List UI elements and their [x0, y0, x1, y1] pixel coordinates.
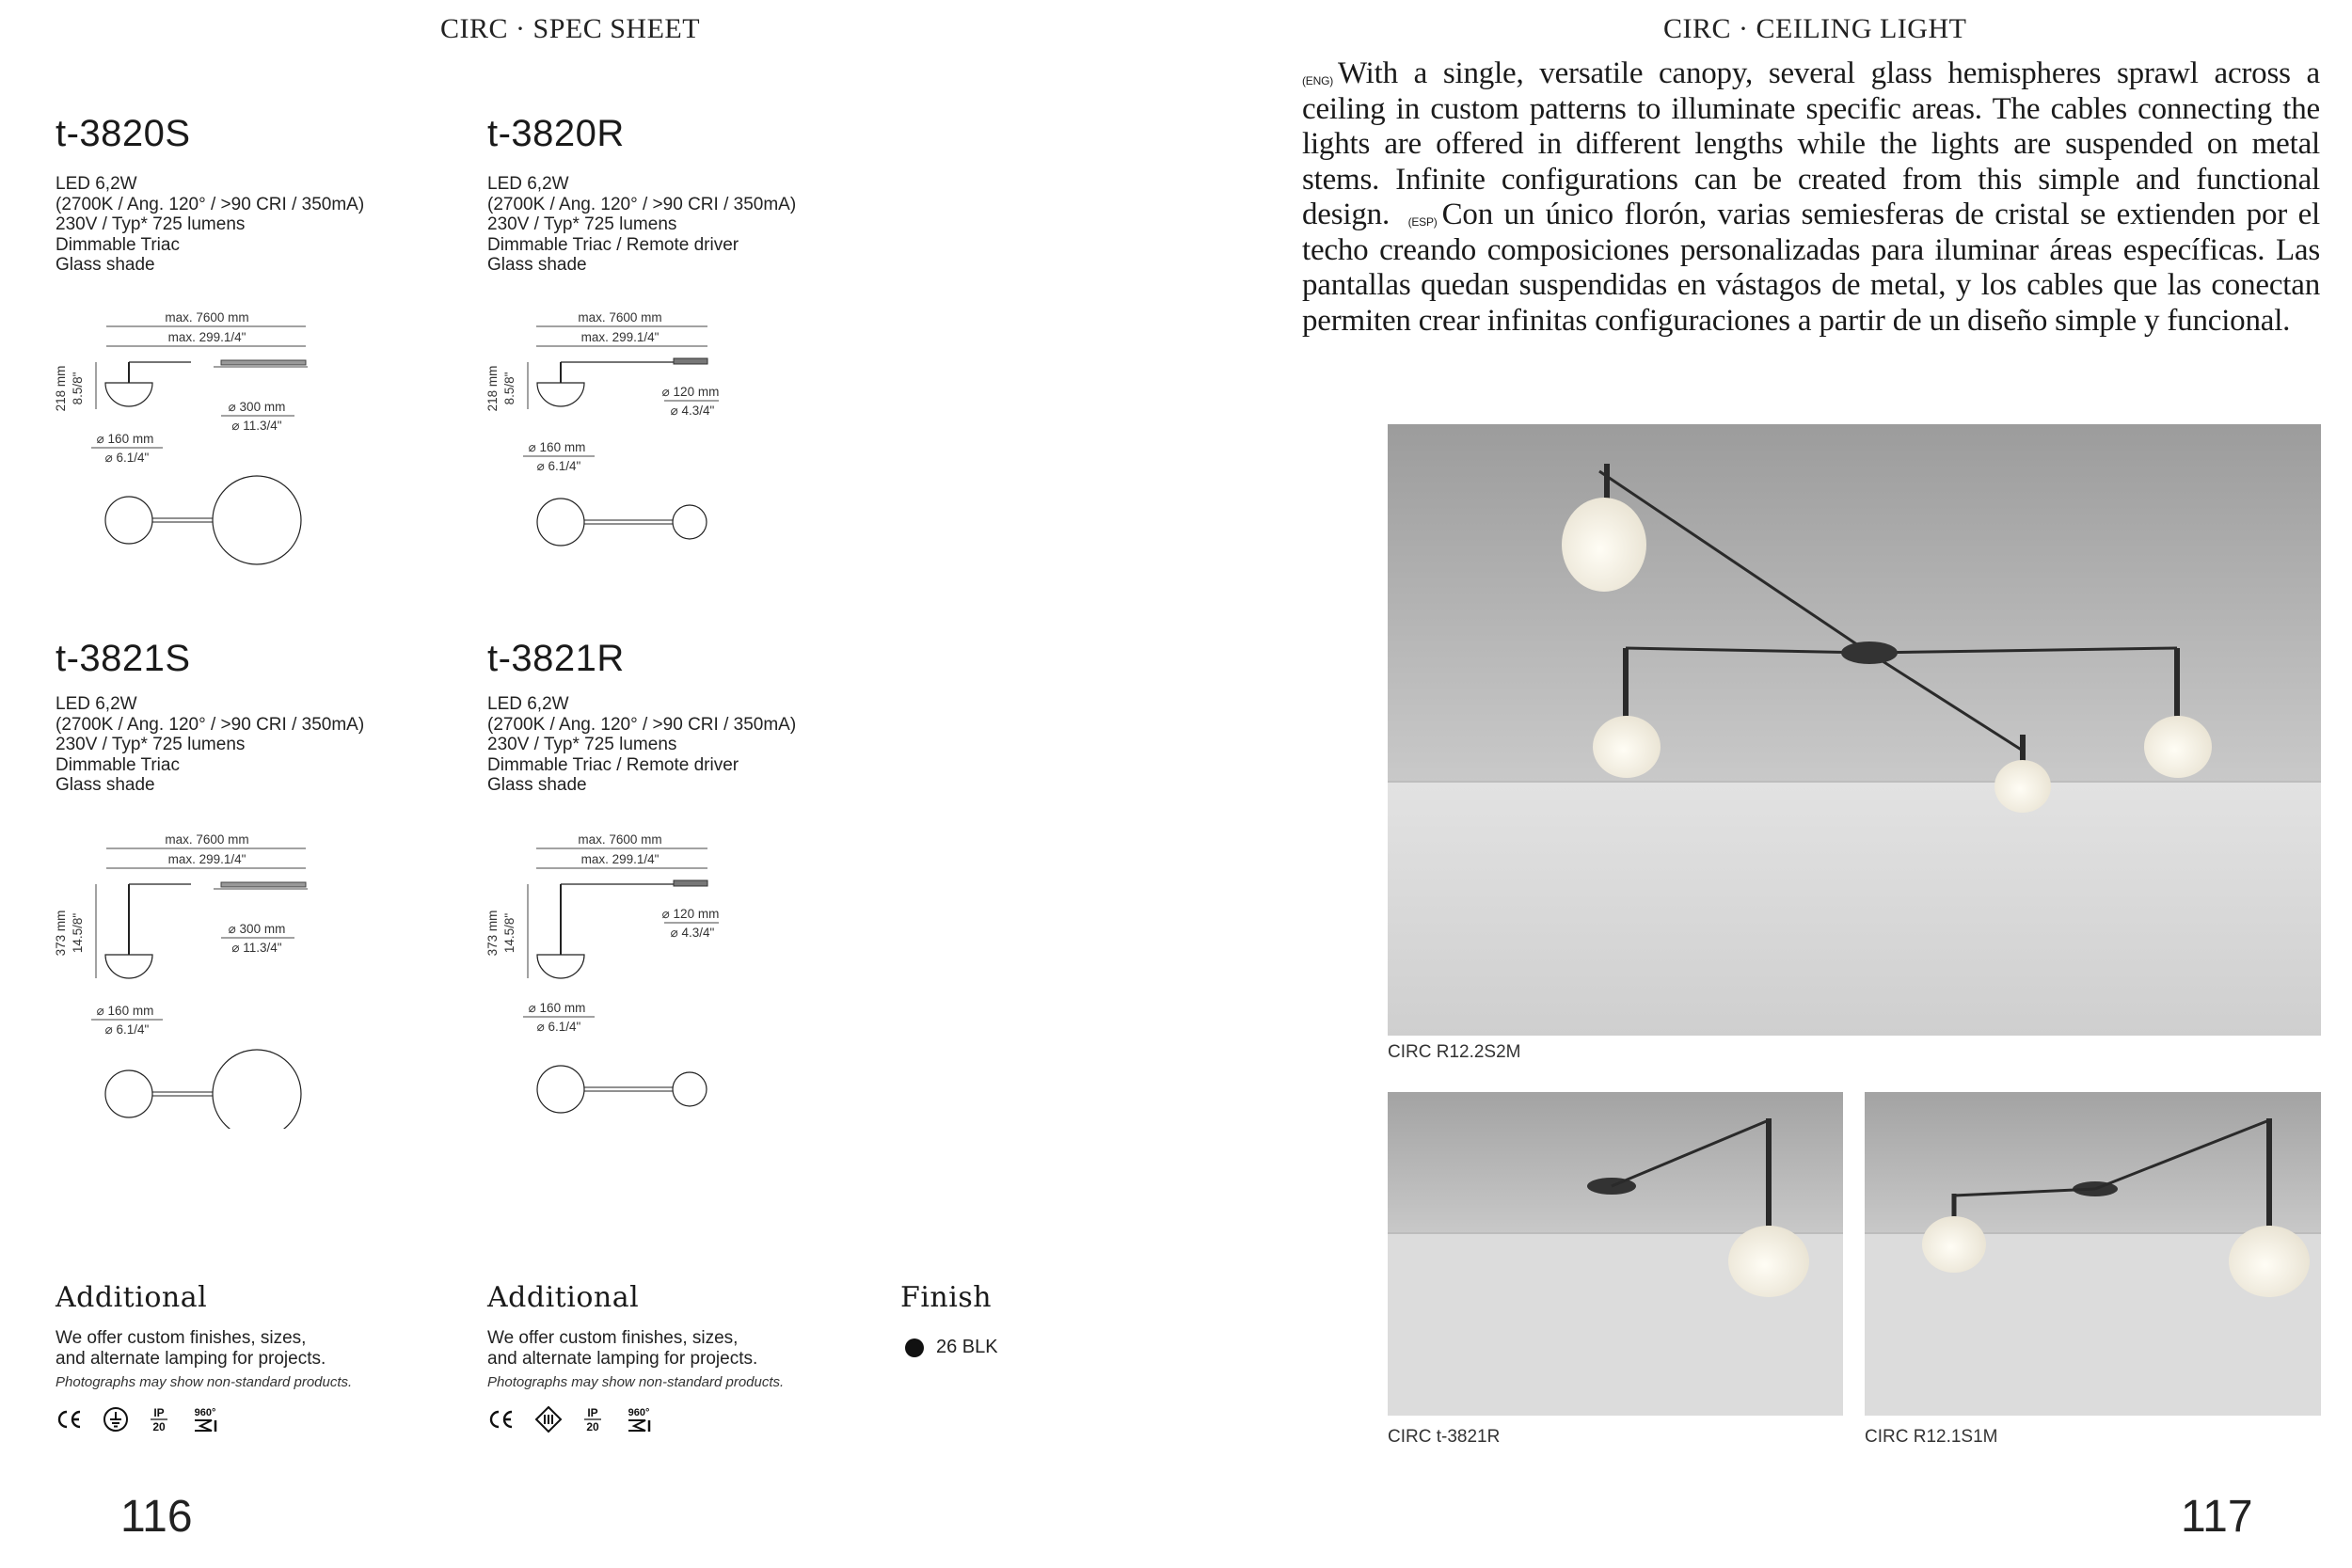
spec-line: Glass shade [56, 255, 155, 275]
product-title: t-3820S [56, 113, 191, 154]
intro-text-eng: With a single, versatile canopy, several glass hemispheres sprawl across a ceiling in custom patterns to illuminate specific areas. The cables connecting the lights are offered in different lengths while the lights are suspended on metal stems. Infinite configurations can be created from this simple and functional design. [1302, 56, 2320, 231]
technical-drawing [484, 306, 766, 569]
photo-caption: CIRC R12.1S1M [1865, 1427, 1998, 1447]
photo-caption: CIRC t-3821R [1388, 1427, 1501, 1447]
spec-line: Dimmable Triac [56, 754, 180, 775]
ceiling-light-scene [1388, 424, 2321, 1036]
product-photo-3 [1865, 1092, 2321, 1416]
spec-line: 230V / Typ* 725 lumens [487, 735, 677, 754]
dim-shade-mm: ⌀ 160 mm [96, 1004, 154, 1018]
page-number-left: 116 [120, 1492, 193, 1542]
photo-note: Photographs may show non-standard products. [56, 1374, 353, 1390]
dim-height-mm: 218 mm [485, 365, 500, 412]
dim-shade-in: ⌀ 6.1/4" [536, 1020, 581, 1034]
dim-max-in: max. 299.1/4" [167, 330, 246, 344]
class-iii-icon [534, 1405, 563, 1433]
svg-text:960°: 960° [194, 1407, 216, 1418]
dim-shade-mm: ⌀ 160 mm [96, 432, 154, 446]
dim-canopy-in: ⌀ 4.3/4" [670, 404, 715, 418]
dim-height-in: 14.5/8" [71, 912, 85, 954]
dim-max-mm: max. 7600 mm [578, 832, 662, 847]
spec-line: (2700K / Ang. 120° / >90 CRI / 350mA) [487, 194, 797, 214]
dim-max-mm: max. 7600 mm [165, 310, 249, 325]
dim-height-in: 14.5/8" [502, 912, 516, 954]
running-head-left: CIRC · SPEC SHEET [440, 13, 701, 44]
ip20-icon [581, 1405, 604, 1433]
photo-note: Photographs may show non-standard products. [487, 1374, 785, 1390]
product-specs [487, 694, 796, 796]
product-specs [56, 174, 364, 276]
ceiling-light-scene [1865, 1092, 2321, 1416]
product-specs [56, 694, 364, 796]
dim-max-in: max. 299.1/4" [167, 852, 246, 866]
dim-shade-in: ⌀ 6.1/4" [104, 1022, 150, 1037]
intro-text-esp: Con un único florón, varias semiesferas de cristal se extienden por el techo creando composiciones personalizadas para iluminar áreas específicas. Las pantallas quedan suspendidas en vástagos de metal, y los cables que las conectan permiten crear infinitas configuraciones a partir de un diseño simple y funcional. [1302, 198, 2320, 338]
svg-text:960°: 960° [628, 1407, 650, 1418]
section-title: Additional [487, 1281, 640, 1314]
certification-icons [56, 1405, 221, 1433]
intro-paragraph [1302, 56, 2320, 339]
spec-line: (2700K / Ang. 120° / >90 CRI / 350mA) [56, 714, 365, 735]
dim-max-in: max. 299.1/4" [580, 852, 660, 866]
dim-shade-mm: ⌀ 160 mm [528, 1001, 586, 1015]
body-line: and alternate lamping for projects. [487, 1349, 758, 1369]
spec-line: Dimmable Triac / Remote driver [487, 754, 739, 775]
dim-height-mm: 373 mm [485, 910, 500, 957]
product-photo-2 [1388, 1092, 1843, 1416]
spec-line: 230V / Typ* 725 lumens [487, 214, 677, 234]
ip20-icon [148, 1405, 170, 1433]
body-line: and alternate lamping for projects. [56, 1349, 326, 1369]
dim-max-mm: max. 7600 mm [165, 832, 249, 847]
technical-drawing [52, 828, 334, 1129]
section-body [56, 1328, 326, 1370]
product-photo-main [1388, 424, 2321, 1036]
spec-line: (2700K / Ang. 120° / >90 CRI / 350mA) [56, 194, 365, 214]
glow-wire-960-icon [623, 1405, 655, 1433]
running-head-right: CIRC · CEILING LIGHT [1663, 13, 1967, 44]
svg-text:IP: IP [153, 1406, 165, 1419]
dim-shade-in: ⌀ 6.1/4" [104, 451, 150, 465]
spec-line: Dimmable Triac / Remote driver [487, 234, 739, 255]
spec-line: LED 6,2W [487, 694, 569, 714]
spec-line: (2700K / Ang. 120° / >90 CRI / 350mA) [487, 714, 797, 735]
spec-line: LED 6,2W [56, 694, 137, 714]
dim-height-mm: 373 mm [54, 910, 68, 957]
lang-tag-eng: (ENG) [1302, 74, 1333, 87]
finish-label: 26 BLK [936, 1337, 998, 1357]
spec-line: 230V / Typ* 725 lumens [56, 735, 246, 754]
dim-max-in: max. 299.1/4" [580, 330, 660, 344]
technical-drawing [52, 306, 334, 569]
body-line: We offer custom finishes, sizes, [56, 1328, 307, 1348]
spec-line: 230V / Typ* 725 lumens [56, 214, 246, 234]
product-title: t-3821R [487, 638, 625, 679]
spec-line: LED 6,2W [487, 174, 569, 194]
section-title: Additional [56, 1281, 208, 1314]
finish-swatch [905, 1338, 924, 1357]
page-number-right: 117 [2181, 1492, 2253, 1542]
glow-wire-960-icon [189, 1405, 221, 1433]
spec-line: Glass shade [487, 775, 587, 795]
earth-ground-icon [103, 1406, 129, 1433]
dim-height-mm: 218 mm [54, 365, 68, 412]
photo-caption: CIRC R12.2S2M [1388, 1042, 1521, 1062]
technical-drawing [484, 828, 766, 1129]
ce-mark-icon [56, 1408, 84, 1431]
spec-line: Glass shade [487, 255, 587, 275]
svg-text:20: 20 [152, 1420, 166, 1433]
spec-line: Dimmable Triac [56, 234, 180, 255]
svg-text:20: 20 [586, 1420, 599, 1433]
dim-canopy-in: ⌀ 11.3/4" [231, 941, 282, 955]
section-body [487, 1328, 757, 1370]
dim-canopy-in: ⌀ 4.3/4" [670, 926, 715, 940]
dim-shade-mm: ⌀ 160 mm [528, 440, 586, 454]
product-specs [487, 174, 796, 276]
dim-height-in: 8.5/8" [502, 372, 516, 405]
dim-canopy-mm: ⌀ 120 mm [661, 385, 720, 399]
spec-line: Glass shade [56, 775, 155, 795]
dim-shade-in: ⌀ 6.1/4" [536, 459, 581, 473]
dim-height-in: 8.5/8" [71, 372, 85, 405]
dim-canopy-mm: ⌀ 300 mm [228, 400, 286, 414]
dim-max-mm: max. 7600 mm [578, 310, 662, 325]
dim-canopy-mm: ⌀ 300 mm [228, 922, 286, 936]
lang-tag-esp: (ESP) [1407, 215, 1438, 229]
dim-canopy-in: ⌀ 11.3/4" [231, 419, 282, 433]
ceiling-light-scene [1388, 1092, 1843, 1416]
product-title: t-3821S [56, 638, 191, 679]
svg-text:IP: IP [587, 1406, 598, 1419]
dim-canopy-mm: ⌀ 120 mm [661, 907, 720, 921]
product-title: t-3820R [487, 113, 625, 154]
section-title: Finish [900, 1281, 993, 1314]
ce-mark-icon [487, 1408, 516, 1431]
body-line: We offer custom finishes, sizes, [487, 1328, 739, 1348]
certification-icons [487, 1405, 655, 1433]
spec-line: LED 6,2W [56, 174, 137, 194]
